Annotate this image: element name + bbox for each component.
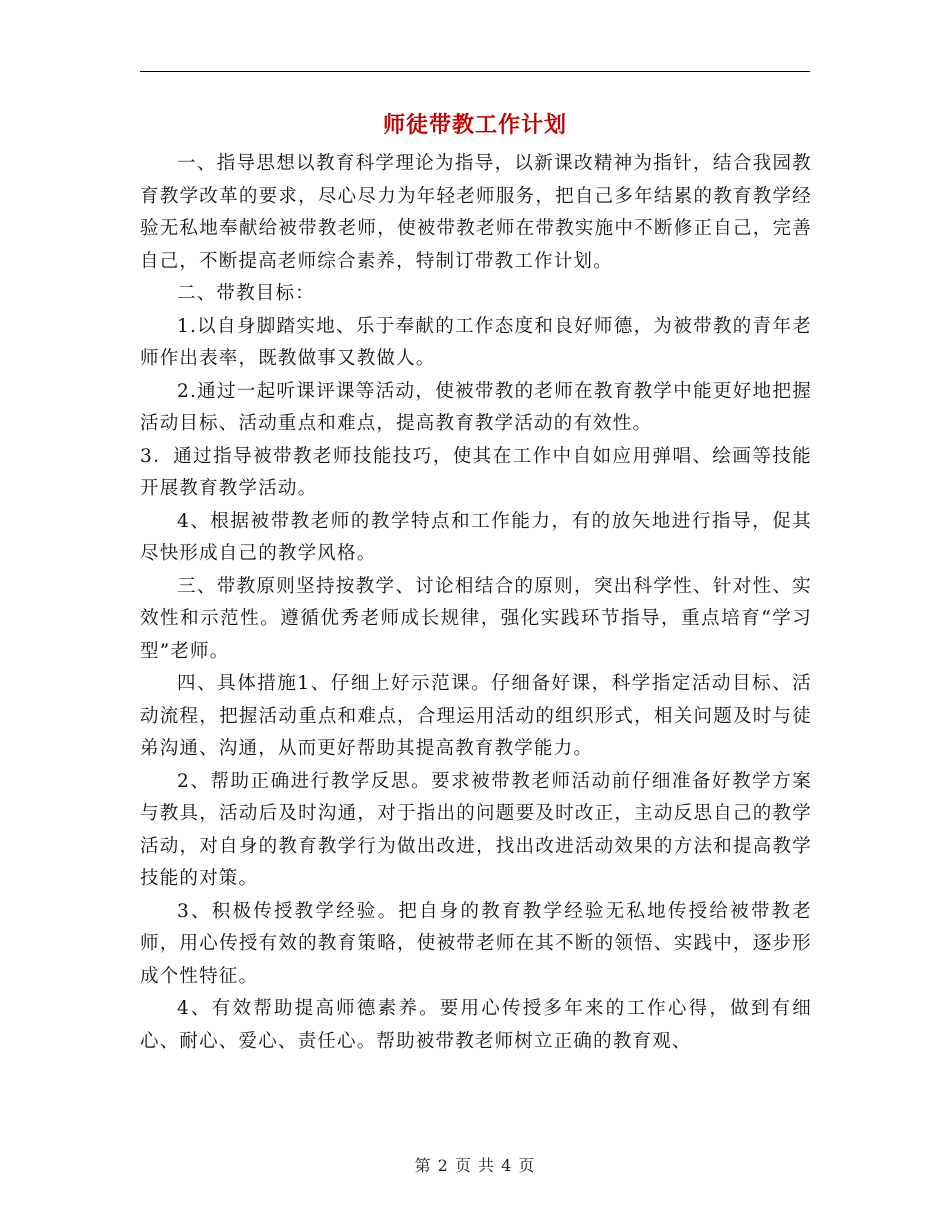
paragraph-measure-3: 3、积极传授教学经验。把自身的教育教学经验无私地传授给被带教老师，用心传授有效的教育策略，使被带老师在其不断的领悟、实践中，逐步形成个性特征。 [140,900,812,987]
paragraph-principles: 三、带教原则坚持按教学、讨论相结合的原则，突出科学性、针对性、实效性和示范性。遵循优秀老师成长规律，强化实践环节指导，重点培育“学习型”老师。 [140,575,812,662]
paragraph-measure-4: 4、有效帮助提高师德素养。要用心传授多年来的工作心得，做到有细心、耐心、爱心、责任心。帮助被带教老师树立正确的教育观、 [140,998,812,1052]
paragraph-goal-2: 2.通过一起听课评课等活动，使被带教的老师在教育教学中能更好地把握活动目标、活动重点和难点，提高教育教学活动的有效性。 [140,380,812,434]
document-title: 师徒带教工作计划 [382,112,567,138]
paragraph-measure-1: 四、具体措施1、仔细上好示范课。仔细备好课，科学指定活动目标、活动流程，把握活动重点和难点，合理运用活动的组织形式，相关问题及时与徒弟沟通、沟通，从而更好帮助其提高教育教学能力。 [140,673,812,759]
paragraph-measure-2: 2、帮助正确进行教学反思。要求被带教老师活动前仔细准备好教学方案与教具，活动后及时沟通，对于指出的问题要及时改正，主动反思自己的教学活动，对自身的教育教学行为做出改进，找出改进活动效果的方法和提高教学技能的对策。 [140,770,812,889]
paragraph-goal-1: 1.以自身脚踏实地、乐于奉献的工作态度和良好师德，为被带教的青年老师作出表率，既教做事又教做人。 [140,315,812,369]
paragraph-goals-heading: 二、带教目标： [177,283,315,304]
document-body [140,148,812,1058]
paragraph-goal-4: 4、根据被带教老师的教学特点和工作能力，有的放矢地进行指导，促其尽快形成自己的教学风格。 [140,510,812,564]
paragraph-goal-3: 3．通过指导被带教老师技能技巧，使其在工作中自如应用弹唱、绘画等技能开展教育教学活动。 [140,445,812,499]
header-rule [140,71,810,72]
paragraph-guiding-thought: 一、指导思想以教育科学理论为指导，以新课改精神为指针，结合我园教育教学改革的要求，尽心尽力为年轻老师服务，把自己多年结累的教育教学经验无私地奉献给被带教老师，使被带教老师在带教实施中不断修正自己，完善自己，不断提高老师综合素养，特制订带教工作计划。 [140,153,812,272]
page-number-footer: 第 2 页 共 4 页 [414,1156,536,1175]
